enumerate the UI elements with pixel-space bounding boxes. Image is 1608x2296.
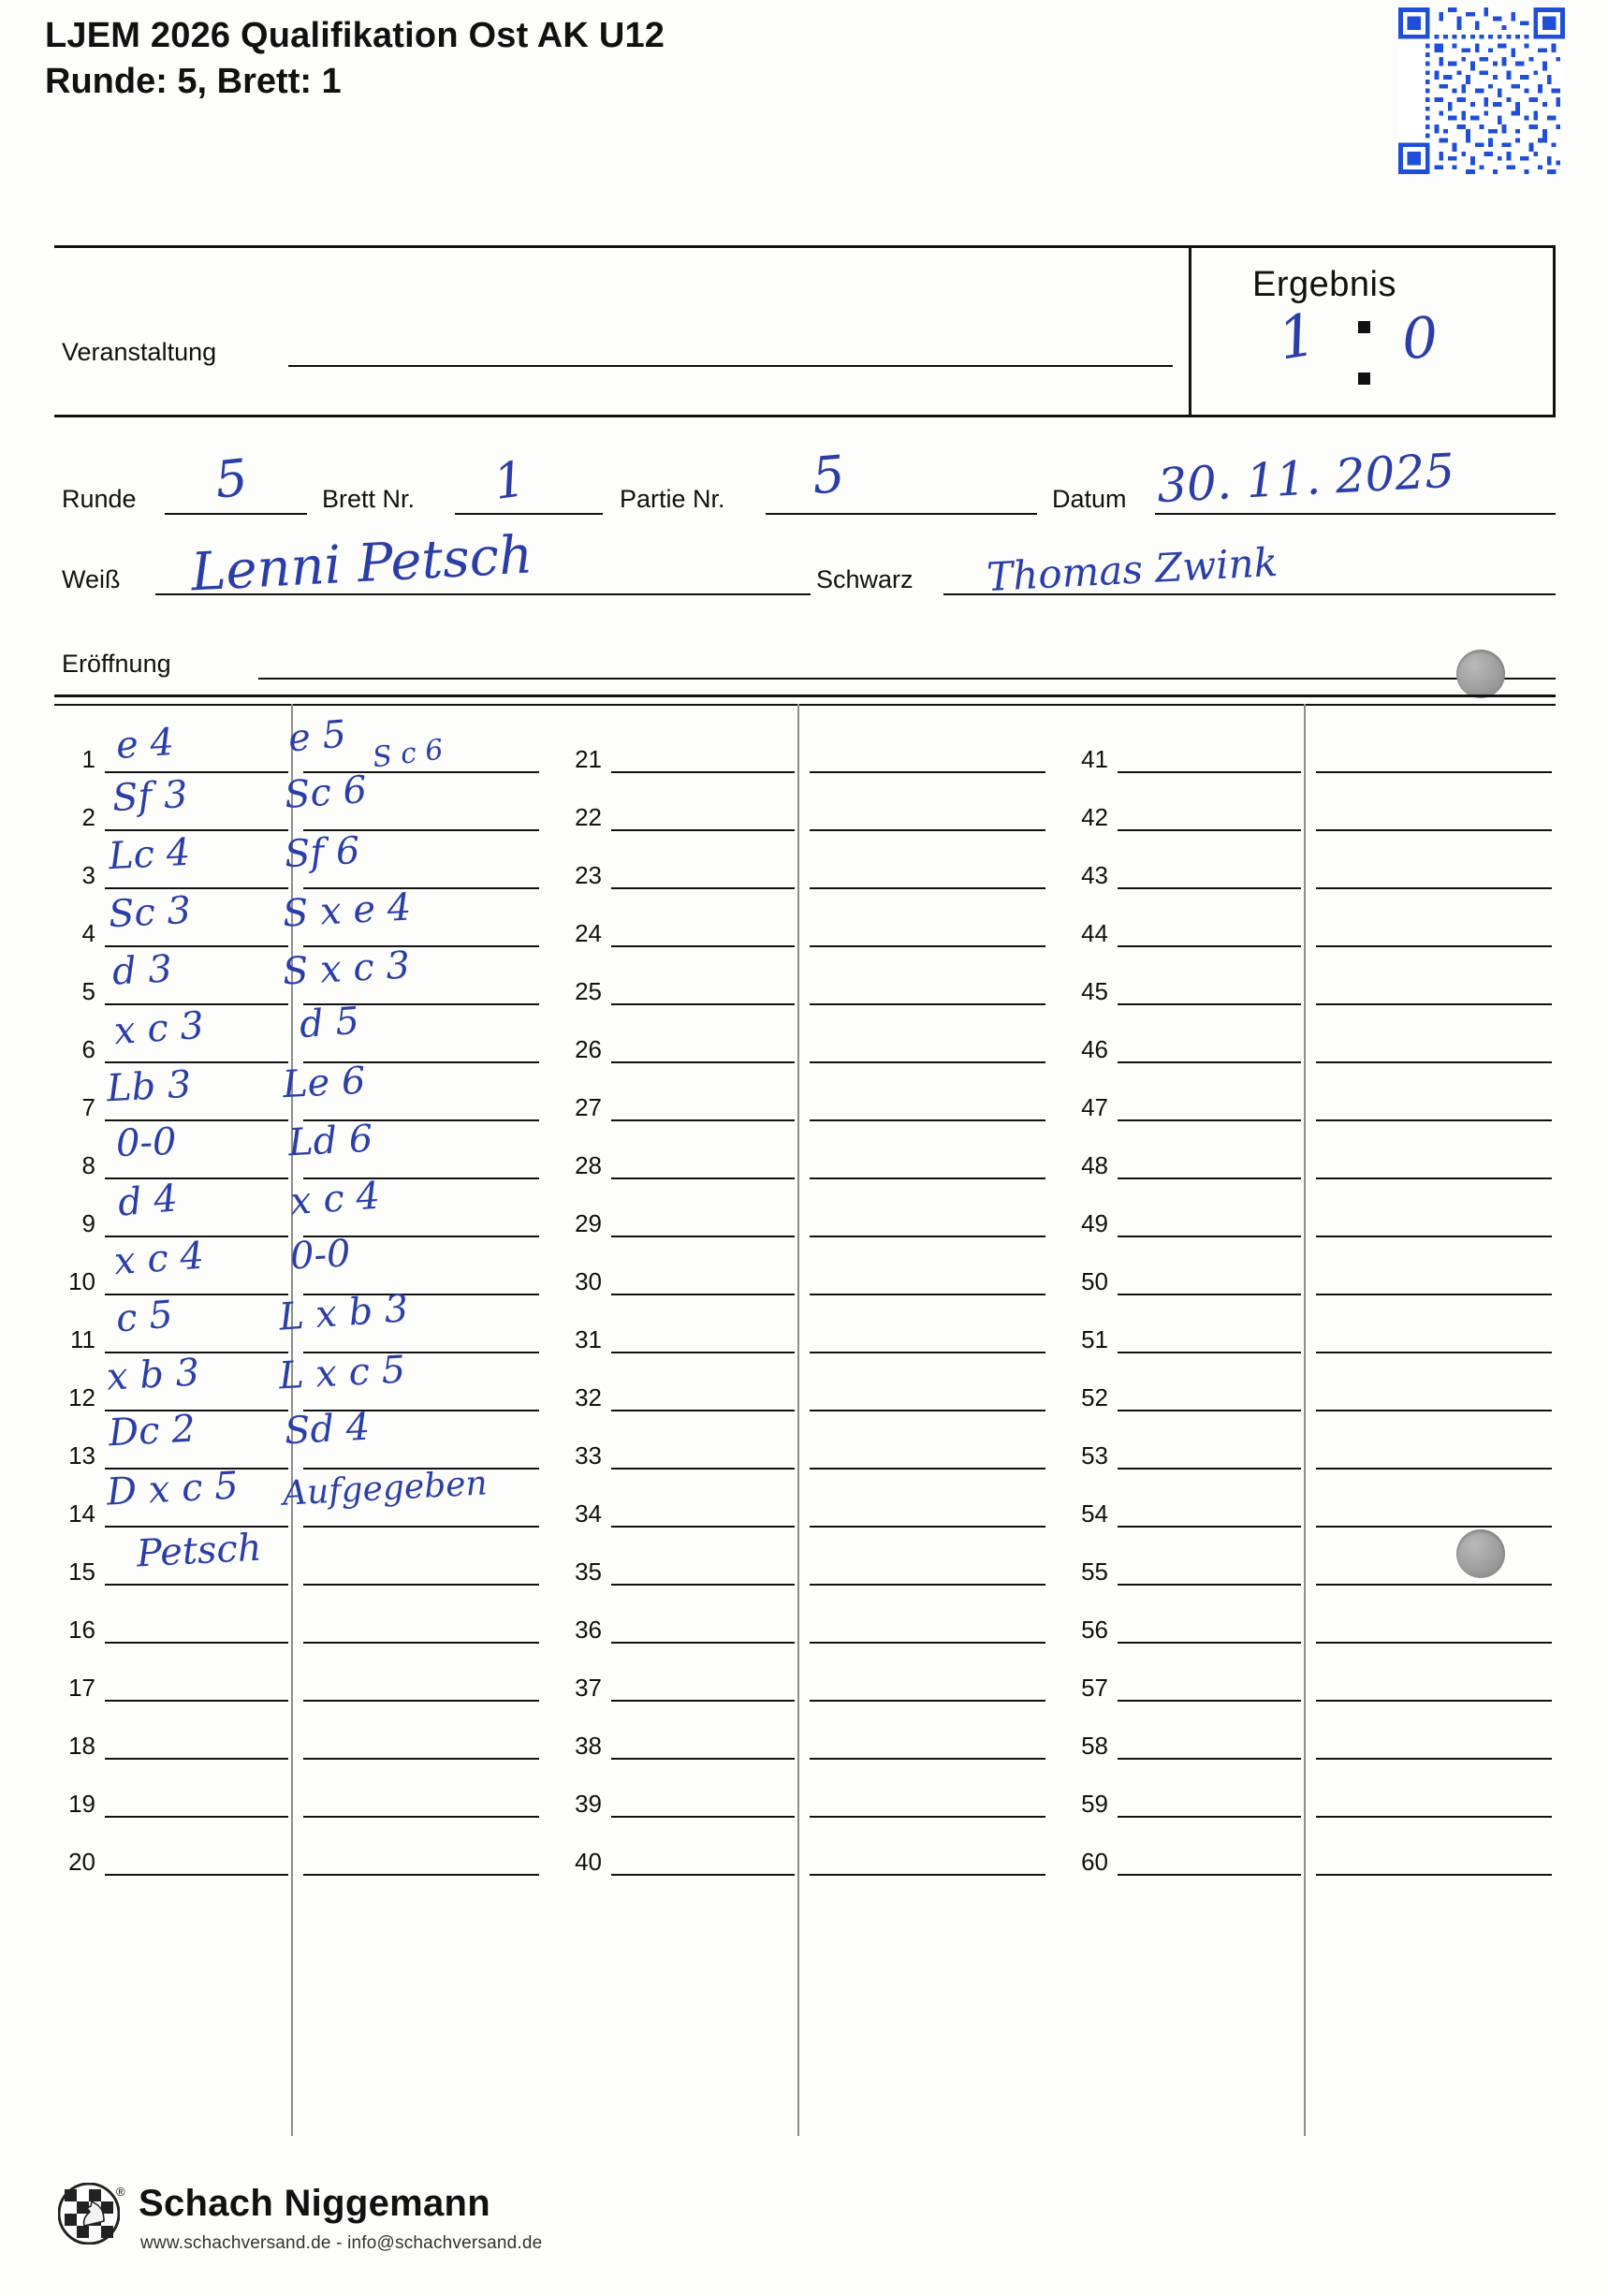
black-move-input[interactable] [1316,1294,1552,1295]
move-number: 39 [575,1790,602,1818]
runde-label: Runde [62,485,137,513]
moves-column-1 [54,712,542,2142]
eroeffnung-input[interactable] [258,678,1556,680]
white-move-input[interactable] [105,1584,288,1586]
white-move-input[interactable] [1118,829,1301,831]
move-number: 17 [68,1674,95,1702]
white-move-input[interactable] [105,1061,288,1063]
move-number: 7 [81,1093,95,1121]
move-number: 2 [81,803,95,831]
handwritten-white-move[interactable]: e 4 [114,720,176,768]
white-move-input[interactable] [611,887,795,889]
ergebnis-label: Ergebnis [1252,265,1396,304]
move-number: 8 [81,1151,95,1179]
footer-contact: www.schachversand.de - info@schachversand.de [140,2233,543,2253]
white-move-input[interactable] [1118,1816,1301,1818]
black-move-input[interactable] [1316,1526,1552,1528]
move-row [561,1821,1048,1891]
black-move-input[interactable] [1316,1003,1552,1005]
move-number: 50 [1081,1267,1108,1295]
footer [54,2181,990,2284]
moves-grid [54,712,1556,2142]
moves-column-2 [561,719,1048,2142]
white-move-input[interactable] [1118,1526,1301,1528]
black-move-input[interactable] [303,1874,539,1876]
move-number: 42 [1081,803,1108,831]
white-move-input[interactable] [611,1294,795,1295]
white-move-input[interactable] [1118,1003,1301,1005]
white-move-input[interactable] [611,1526,795,1528]
registered-mark: ® [116,2185,125,2199]
white-move-input[interactable] [611,1236,795,1237]
black-move-input[interactable] [1316,1352,1552,1353]
black-move-input[interactable] [1316,1119,1552,1121]
move-number: 22 [575,803,602,831]
black-move-input[interactable] [810,1758,1045,1760]
move-number: 10 [68,1267,95,1295]
page-title-line-2: Runde: 5, Brett: 1 [45,61,342,101]
white-move-input[interactable] [1118,1236,1301,1237]
move-row [54,1821,542,1891]
handwritten-white-move[interactable]: x c 4 [112,1234,206,1284]
move-number: 36 [575,1616,602,1644]
move-number: 9 [81,1209,95,1237]
black-move-input[interactable] [810,1294,1045,1295]
black-move-input[interactable] [1316,1758,1552,1760]
move-number: 60 [1081,1848,1108,1876]
handwritten-white-move[interactable]: Lc 4 [107,830,192,879]
black-move-input[interactable] [1316,1700,1552,1702]
handwritten-black-move[interactable]: L x b 3 [277,1287,410,1339]
black-move-input[interactable] [1316,1874,1552,1876]
brett-value[interactable]: 1 [490,450,530,512]
runde-value[interactable]: 5 [212,447,251,510]
handwritten-white-move[interactable]: 0-0 [115,1119,178,1166]
handwritten-black-move[interactable]: Sc 6 [283,768,369,818]
move-number: 59 [1081,1790,1108,1818]
result-black-value[interactable]: 0 [1399,304,1440,373]
move-number: 52 [1081,1383,1108,1411]
white-move-input[interactable] [1118,771,1301,773]
qr-code-icon [1398,7,1565,174]
white-move-input[interactable] [1118,1294,1301,1295]
white-move-input[interactable] [611,1758,795,1760]
black-move-input[interactable] [810,829,1045,831]
move-number: 43 [1081,861,1108,889]
black-move-input[interactable] [303,1816,539,1818]
white-move-input[interactable] [105,887,288,889]
handwritten-black-move[interactable]: d 5 [298,999,361,1047]
move-number: 51 [1081,1325,1108,1353]
black-move-input[interactable] [1316,1410,1552,1411]
white-move-input[interactable] [611,1410,795,1411]
move-number: 6 [81,1035,95,1063]
veranstaltung-input[interactable] [288,365,1173,367]
move-number: 49 [1081,1209,1108,1237]
move-number: 53 [1081,1441,1108,1470]
white-move-input[interactable] [105,829,288,831]
move-number: 29 [575,1209,602,1237]
move-number: 30 [575,1267,602,1295]
move-number: 27 [575,1093,602,1121]
black-move-input[interactable] [1316,1061,1552,1063]
move-number: 19 [68,1790,95,1818]
datum-label: Datum [1052,485,1127,513]
move-number: 35 [575,1557,602,1586]
white-move-input[interactable] [105,1700,288,1702]
move-number: 55 [1081,1557,1108,1586]
datum-input[interactable] [1155,513,1556,515]
handwritten-black-move[interactable]: Sd 4 [283,1405,372,1454]
handwritten-black-move[interactable]: Ld 6 [286,1117,374,1165]
move-number: 5 [81,977,95,1005]
move-number: 24 [575,919,602,947]
move-number: 46 [1081,1035,1108,1063]
black-move-input[interactable] [810,1352,1045,1353]
white-move-input[interactable] [105,1874,288,1876]
move-number: 25 [575,977,602,1005]
handwritten-black-move[interactable]: L x c 5 [277,1348,407,1398]
white-move-input[interactable] [611,1352,795,1353]
white-move-input[interactable] [1118,1468,1301,1470]
black-move-input[interactable] [303,1700,539,1702]
black-move-input[interactable] [810,1119,1045,1121]
veranstaltung-label: Veranstaltung [62,338,217,366]
move-number: 3 [81,861,95,889]
black-move-input[interactable] [810,1410,1045,1411]
game-info-block [54,423,1556,704]
move-number: 15 [68,1557,95,1586]
partie-input[interactable] [766,513,1037,515]
white-move-input[interactable] [611,1003,795,1005]
black-move-input[interactable] [1316,829,1552,831]
white-move-input[interactable] [105,1294,288,1295]
white-move-input[interactable] [611,1119,795,1121]
black-move-input[interactable] [1316,1236,1552,1237]
white-move-input[interactable] [105,945,288,947]
white-move-input[interactable] [611,1874,795,1876]
black-move-input[interactable] [810,945,1045,947]
handwritten-black-move-note[interactable]: S c 6 [371,733,446,775]
white-move-input[interactable] [611,829,795,831]
black-move-input[interactable] [303,1584,539,1586]
move-number: 40 [575,1848,602,1876]
move-number: 48 [1081,1151,1108,1179]
move-number: 12 [68,1383,95,1411]
ergebnis-colon-icon [1358,321,1371,387]
white-move-input[interactable] [1118,1352,1301,1353]
white-move-input[interactable] [1118,1410,1301,1411]
move-number: 34 [575,1499,602,1528]
section-divider-thick [54,695,1556,697]
white-move-input[interactable] [1118,1700,1301,1702]
handwritten-white-move[interactable]: Lb 3 [105,1062,193,1111]
handwritten-white-move[interactable]: d 4 [116,1177,180,1225]
white-move-input[interactable] [1118,1874,1301,1876]
handwritten-black-move[interactable]: Aufgegeben [282,1464,489,1514]
move-number: 54 [1081,1499,1108,1528]
black-move-input[interactable] [810,1177,1045,1179]
schwarz-value[interactable]: Thomas Zwink [985,538,1279,601]
white-move-input[interactable] [611,1468,795,1470]
eroeffnung-label: Eröffnung [62,650,171,678]
white-move-input[interactable] [611,1816,795,1818]
handwritten-black-move[interactable]: S x c 3 [281,943,412,994]
handwritten-white-move[interactable]: D x c 5 [105,1464,240,1514]
punch-hole-icon [1456,650,1505,698]
white-move-input[interactable] [1118,1177,1301,1179]
black-move-input[interactable] [1316,1584,1552,1586]
move-number: 1 [81,745,95,773]
page-title [45,13,1355,104]
white-move-input[interactable] [105,1642,288,1644]
black-move-input[interactable] [810,1003,1045,1005]
white-move-input[interactable] [611,1177,795,1179]
result-white-value[interactable]: 1 [1273,300,1321,373]
black-move-input[interactable] [810,771,1045,773]
white-move-input[interactable] [105,1816,288,1818]
move-number: 41 [1081,745,1108,773]
black-move-input[interactable] [810,1642,1045,1644]
handwritten-white-move[interactable]: Dc 2 [107,1407,197,1455]
partie-value[interactable]: 5 [810,444,848,506]
move-number: 45 [1081,977,1108,1005]
black-move-input[interactable] [810,1061,1045,1063]
black-move-input[interactable] [810,1874,1045,1876]
runde-input[interactable] [165,513,307,515]
box-divider [1189,248,1191,415]
move-number: 31 [575,1325,602,1353]
black-move-input[interactable] [810,1700,1045,1702]
white-move-input[interactable] [611,1584,795,1586]
handwritten-black-move[interactable]: Sf 6 [283,828,361,877]
weiss-label: Weiß [62,565,121,593]
black-move-input[interactable] [1316,945,1552,947]
weiss-value[interactable]: Lenni Petsch [189,524,534,604]
move-number: 28 [575,1151,602,1179]
handwritten-black-move[interactable]: S x e 4 [281,885,413,936]
brett-label: Brett Nr. [322,485,416,513]
moves-column-3 [1067,719,1555,2142]
black-move-input[interactable] [303,1642,539,1644]
handwritten-white-move[interactable]: x b 3 [105,1351,201,1399]
black-move-input[interactable] [810,1816,1045,1818]
move-number: 14 [68,1499,95,1528]
black-move-input[interactable] [810,1236,1045,1237]
black-move-input[interactable] [1316,771,1552,773]
white-move-input[interactable] [1118,1758,1301,1760]
white-move-input[interactable] [105,1177,288,1179]
handwritten-signature[interactable]: Petsch [135,1526,263,1576]
move-number: 18 [68,1732,95,1760]
box-right-edge [1553,248,1556,415]
white-move-input[interactable] [1118,1584,1301,1586]
move-number: 21 [575,745,602,773]
white-move-input[interactable] [611,1700,795,1702]
move-number: 58 [1081,1732,1108,1760]
schwarz-label: Schwarz [816,565,914,593]
black-move-input[interactable] [810,1468,1045,1470]
black-move-input[interactable] [303,1526,539,1528]
black-move-input[interactable] [1316,1468,1552,1470]
black-move-input[interactable] [810,1584,1045,1586]
section-divider-thin [54,704,1556,706]
white-move-input[interactable] [1118,1642,1301,1644]
move-number: 16 [68,1616,95,1644]
chess-knight-logo-icon [58,2183,120,2245]
handwritten-white-move[interactable]: Sc 3 [107,888,193,937]
white-move-input[interactable] [1118,1119,1301,1121]
move-number: 26 [575,1035,602,1063]
white-move-input[interactable] [611,1642,795,1644]
white-move-input[interactable] [1118,1061,1301,1063]
white-move-input[interactable] [611,1061,795,1063]
black-move-input[interactable] [810,887,1045,889]
event-result-box [54,245,1556,417]
handwritten-white-move[interactable]: Sf 3 [110,772,189,821]
white-move-input[interactable] [611,945,795,947]
handwritten-white-move[interactable]: x c 3 [112,1003,206,1054]
move-number: 32 [575,1383,602,1411]
page-title-line-1: LJEM 2026 Qualifikation Ost AK U12 [45,16,665,55]
black-move-input[interactable] [810,1526,1045,1528]
move-number: 44 [1081,919,1108,947]
move-number: 57 [1081,1674,1108,1702]
move-number: 13 [68,1441,95,1470]
move-number: 47 [1081,1093,1108,1121]
black-move-input[interactable] [303,1758,539,1760]
datum-value[interactable]: 30. 11. 2025 [1155,443,1456,514]
move-row [1067,1821,1555,1891]
white-move-input[interactable] [105,771,288,773]
handwritten-black-move[interactable]: Le 6 [281,1059,367,1107]
white-move-input[interactable] [1118,945,1301,947]
white-move-input[interactable] [611,771,795,773]
move-number: 20 [68,1848,95,1876]
move-number: 33 [575,1441,602,1470]
move-number: 37 [575,1674,602,1702]
move-number: 38 [575,1732,602,1760]
partie-label: Partie Nr. [620,485,725,513]
black-move-input[interactable] [1316,1642,1552,1644]
handwritten-white-move[interactable]: c 5 [114,1293,175,1341]
move-number: 56 [1081,1616,1108,1644]
handwritten-black-move[interactable]: 0-0 [288,1232,352,1279]
brand-name: Schach Niggemann [139,2183,490,2224]
move-number: 11 [70,1325,95,1353]
move-number: 4 [81,919,95,947]
white-move-input[interactable] [105,1758,288,1760]
black-move-input[interactable] [1316,1816,1552,1818]
handwritten-white-move[interactable]: d 3 [110,947,173,994]
brett-input[interactable] [455,513,603,515]
white-move-input[interactable] [1118,887,1301,889]
handwritten-black-move[interactable]: e 5 [286,712,348,761]
black-move-input[interactable] [1316,887,1552,889]
move-number: 23 [575,861,602,889]
handwritten-black-move[interactable]: x c 4 [288,1174,382,1224]
black-move-input[interactable] [1316,1177,1552,1179]
